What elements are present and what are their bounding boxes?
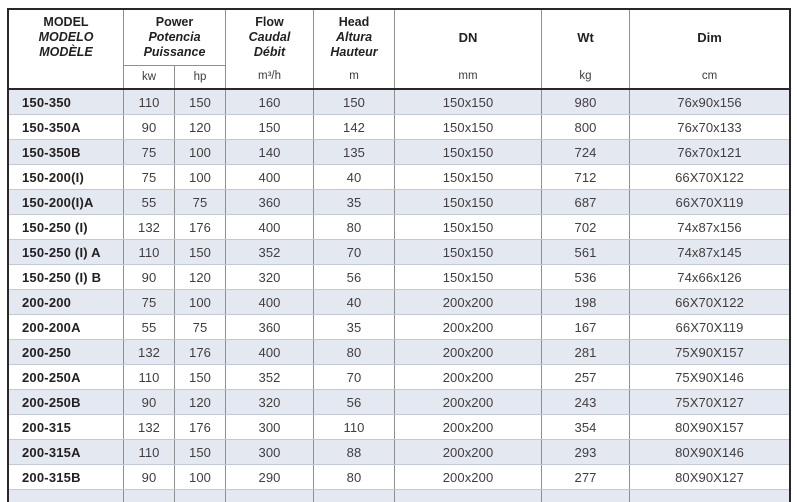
head-cell	[313, 490, 394, 502]
kw-cell: 75	[123, 290, 174, 314]
hp-cell: 120	[174, 115, 225, 139]
dn-cell: 200x200	[394, 365, 541, 389]
dn-cell: 200x200	[394, 340, 541, 364]
header-power-units	[124, 65, 225, 88]
dn-cell: 150x150	[394, 190, 541, 214]
hp-cell: 100	[174, 290, 225, 314]
header-power-labels	[124, 10, 225, 65]
wt-cell: 561	[541, 240, 629, 264]
hp-cell: 150	[174, 365, 225, 389]
model-cell: 150-350A	[22, 119, 81, 135]
dim-cell: 80X90X127	[629, 465, 789, 489]
unit-head: m	[349, 70, 359, 82]
table-header	[9, 10, 789, 90]
dim-cell: 75X90X157	[629, 340, 789, 364]
model-cell: 150-350	[22, 94, 72, 110]
dn-cell: 200x200	[394, 465, 541, 489]
hp-cell: 176	[174, 415, 225, 439]
head-cell: 142	[313, 115, 394, 139]
wt-cell: 712	[541, 165, 629, 189]
dn-cell: 150x150	[394, 165, 541, 189]
model-cell: 150-250 (I) A	[22, 244, 101, 260]
wt-cell: 354	[541, 415, 629, 439]
table-row	[9, 339, 789, 364]
dn-cell: 150x150	[394, 90, 541, 114]
head-cell: 135	[313, 140, 394, 164]
model-cell: 200-315A	[22, 444, 81, 460]
hp-cell: 150	[174, 440, 225, 464]
table-row-clipped	[9, 489, 789, 502]
flow-cell: 300	[225, 440, 313, 464]
model-cell: 200-200A	[22, 319, 81, 335]
hp-cell: 176	[174, 215, 225, 239]
pump-spec-table	[7, 8, 791, 502]
model-cell: 150-250 (I)	[22, 219, 88, 235]
table-row	[9, 289, 789, 314]
dim-cell: 80X90X146	[629, 440, 789, 464]
dim-cell: 74x87x145	[629, 240, 789, 264]
hp-cell: 100	[174, 140, 225, 164]
head-cell: 35	[313, 190, 394, 214]
head-cell: 35	[313, 315, 394, 339]
dn-cell: 150x150	[394, 265, 541, 289]
wt-cell: 687	[541, 190, 629, 214]
wt-cell: 724	[541, 140, 629, 164]
dim-cell: 74x87x156	[629, 215, 789, 239]
header-dim-label: Dim	[697, 30, 722, 45]
dim-cell: 75X90X146	[629, 365, 789, 389]
dn-cell: 150x150	[394, 140, 541, 164]
head-cell: 56	[313, 390, 394, 414]
table-row	[9, 90, 789, 114]
flow-cell: 400	[225, 340, 313, 364]
header-power-es: Potencia	[148, 30, 201, 44]
header-wt-label: Wt	[577, 30, 594, 45]
head-cell: 70	[313, 240, 394, 264]
header-model-labels	[9, 10, 123, 65]
wt-cell: 293	[541, 440, 629, 464]
flow-cell: 140	[225, 140, 313, 164]
head-cell: 88	[313, 440, 394, 464]
wt-cell: 980	[541, 90, 629, 114]
table-row	[9, 414, 789, 439]
table-row	[9, 364, 789, 389]
head-cell: 110	[313, 415, 394, 439]
flow-cell: 320	[225, 390, 313, 414]
header-flow-es: Caudal	[248, 30, 291, 44]
flow-cell: 360	[225, 315, 313, 339]
flow-cell: 160	[225, 90, 313, 114]
header-model	[9, 10, 123, 88]
table-row	[9, 264, 789, 289]
table-row	[9, 139, 789, 164]
flow-cell: 150	[225, 115, 313, 139]
header-row	[9, 10, 789, 88]
unit-kw: kw	[141, 71, 157, 83]
model-cell: 150-350B	[22, 144, 81, 160]
dim-cell: 76x70x121	[629, 140, 789, 164]
wt-cell: 702	[541, 215, 629, 239]
kw-cell	[123, 490, 174, 502]
flow-cell: 400	[225, 165, 313, 189]
dim-cell: 66X70X122	[629, 290, 789, 314]
dn-cell: 150x150	[394, 240, 541, 264]
head-cell: 80	[313, 465, 394, 489]
head-cell: 80	[313, 215, 394, 239]
unit-dim: cm	[701, 70, 718, 82]
dim-cell: 75X70X127	[629, 390, 789, 414]
kw-cell: 110	[123, 440, 174, 464]
table-row	[9, 464, 789, 489]
model-cell: 200-315	[22, 419, 72, 435]
kw-cell: 90	[123, 390, 174, 414]
model-cell: 200-250	[22, 344, 72, 360]
model-cell: 150-250 (I) B	[22, 269, 102, 285]
hp-cell: 120	[174, 390, 225, 414]
table-row	[9, 389, 789, 414]
flow-cell: 352	[225, 365, 313, 389]
hp-cell: 150	[174, 240, 225, 264]
header-head-labels	[314, 10, 394, 65]
model-cell: 150-200(I)	[22, 169, 84, 185]
hp-cell: 120	[174, 265, 225, 289]
dn-cell: 200x200	[394, 290, 541, 314]
flow-cell	[225, 490, 313, 502]
head-cell: 56	[313, 265, 394, 289]
header-head-fr: Hauteur	[330, 45, 378, 59]
kw-cell: 75	[123, 165, 174, 189]
header-power-en: Power	[155, 15, 194, 29]
kw-cell: 132	[123, 215, 174, 239]
table-body	[9, 90, 789, 502]
head-cell: 40	[313, 290, 394, 314]
kw-cell: 90	[123, 265, 174, 289]
kw-cell: 132	[123, 340, 174, 364]
dim-cell: 74x66x126	[629, 265, 789, 289]
wt-cell: 277	[541, 465, 629, 489]
wt-cell: 243	[541, 390, 629, 414]
dn-cell: 200x200	[394, 315, 541, 339]
header-wt	[541, 10, 629, 88]
dn-cell: 200x200	[394, 440, 541, 464]
header-dim	[629, 10, 789, 88]
head-cell: 70	[313, 365, 394, 389]
dim-cell: 66X70X122	[629, 165, 789, 189]
flow-cell: 360	[225, 190, 313, 214]
flow-cell: 400	[225, 290, 313, 314]
head-cell: 40	[313, 165, 394, 189]
table-row	[9, 189, 789, 214]
dn-cell: 150x150	[394, 215, 541, 239]
kw-cell: 110	[123, 90, 174, 114]
kw-cell: 55	[123, 315, 174, 339]
table-row	[9, 314, 789, 339]
hp-cell: 100	[174, 465, 225, 489]
flow-cell: 300	[225, 415, 313, 439]
header-model-unit-spacer	[9, 65, 123, 87]
kw-cell: 55	[123, 190, 174, 214]
table-row	[9, 439, 789, 464]
wt-cell: 257	[541, 365, 629, 389]
kw-cell: 110	[123, 365, 174, 389]
header-model-es: MODELO	[38, 30, 94, 44]
hp-cell: 75	[174, 315, 225, 339]
hp-cell: 150	[174, 90, 225, 114]
model-cell: 150-200(I)A	[22, 194, 94, 210]
hp-cell: 176	[174, 340, 225, 364]
hp-cell: 75	[174, 190, 225, 214]
unit-flow: m³/h	[258, 70, 281, 82]
hp-cell	[174, 490, 225, 502]
wt-cell: 167	[541, 315, 629, 339]
table-row	[9, 114, 789, 139]
unit-hp: hp	[174, 66, 225, 88]
header-head-en: Head	[338, 15, 370, 29]
hp-cell: 100	[174, 165, 225, 189]
model-cell: 200-250A	[22, 369, 81, 385]
dim-cell: 66X70X119	[629, 190, 789, 214]
header-head-es: Altura	[335, 30, 373, 44]
dim-cell: 80X90X157	[629, 415, 789, 439]
table-row	[9, 164, 789, 189]
kw-cell: 90	[123, 465, 174, 489]
header-power-fr: Puissance	[143, 45, 206, 59]
kw-cell: 110	[123, 240, 174, 264]
header-model-fr: MODÈLE	[39, 45, 93, 59]
header-flow-en: Flow	[255, 15, 284, 29]
kw-cell: 90	[123, 115, 174, 139]
kw-cell: 132	[123, 415, 174, 439]
head-cell: 80	[313, 340, 394, 364]
wt-cell: 536	[541, 265, 629, 289]
dim-cell	[629, 490, 789, 502]
header-dn-label: DN	[458, 30, 478, 45]
dim-cell: 66X70X119	[629, 315, 789, 339]
kw-cell: 75	[123, 140, 174, 164]
header-flow-fr: Débit	[253, 45, 286, 59]
header-flow-labels	[226, 10, 313, 65]
unit-dn: mm	[458, 70, 478, 82]
wt-cell: 800	[541, 115, 629, 139]
model-cell: 200-250B	[22, 394, 81, 410]
header-power	[123, 10, 225, 88]
flow-cell: 320	[225, 265, 313, 289]
model-cell: 200-315B	[22, 469, 81, 485]
model-cell: 200-200	[22, 294, 72, 310]
header-model-en: MODEL	[43, 15, 89, 29]
head-cell: 150	[313, 90, 394, 114]
header-head	[313, 10, 394, 88]
wt-cell: 281	[541, 340, 629, 364]
flow-cell: 352	[225, 240, 313, 264]
unit-wt: kg	[579, 70, 592, 82]
flow-cell: 400	[225, 215, 313, 239]
table-row	[9, 214, 789, 239]
header-dn	[394, 10, 541, 88]
dn-cell	[394, 490, 541, 502]
dim-cell: 76x90x156	[629, 90, 789, 114]
flow-cell: 290	[225, 465, 313, 489]
wt-cell: 198	[541, 290, 629, 314]
dn-cell: 200x200	[394, 415, 541, 439]
dn-cell: 150x150	[394, 115, 541, 139]
model-cell	[9, 490, 123, 502]
table-row	[9, 239, 789, 264]
dn-cell: 200x200	[394, 390, 541, 414]
header-flow	[225, 10, 313, 88]
wt-cell	[541, 490, 629, 502]
dim-cell: 76x70x133	[629, 115, 789, 139]
